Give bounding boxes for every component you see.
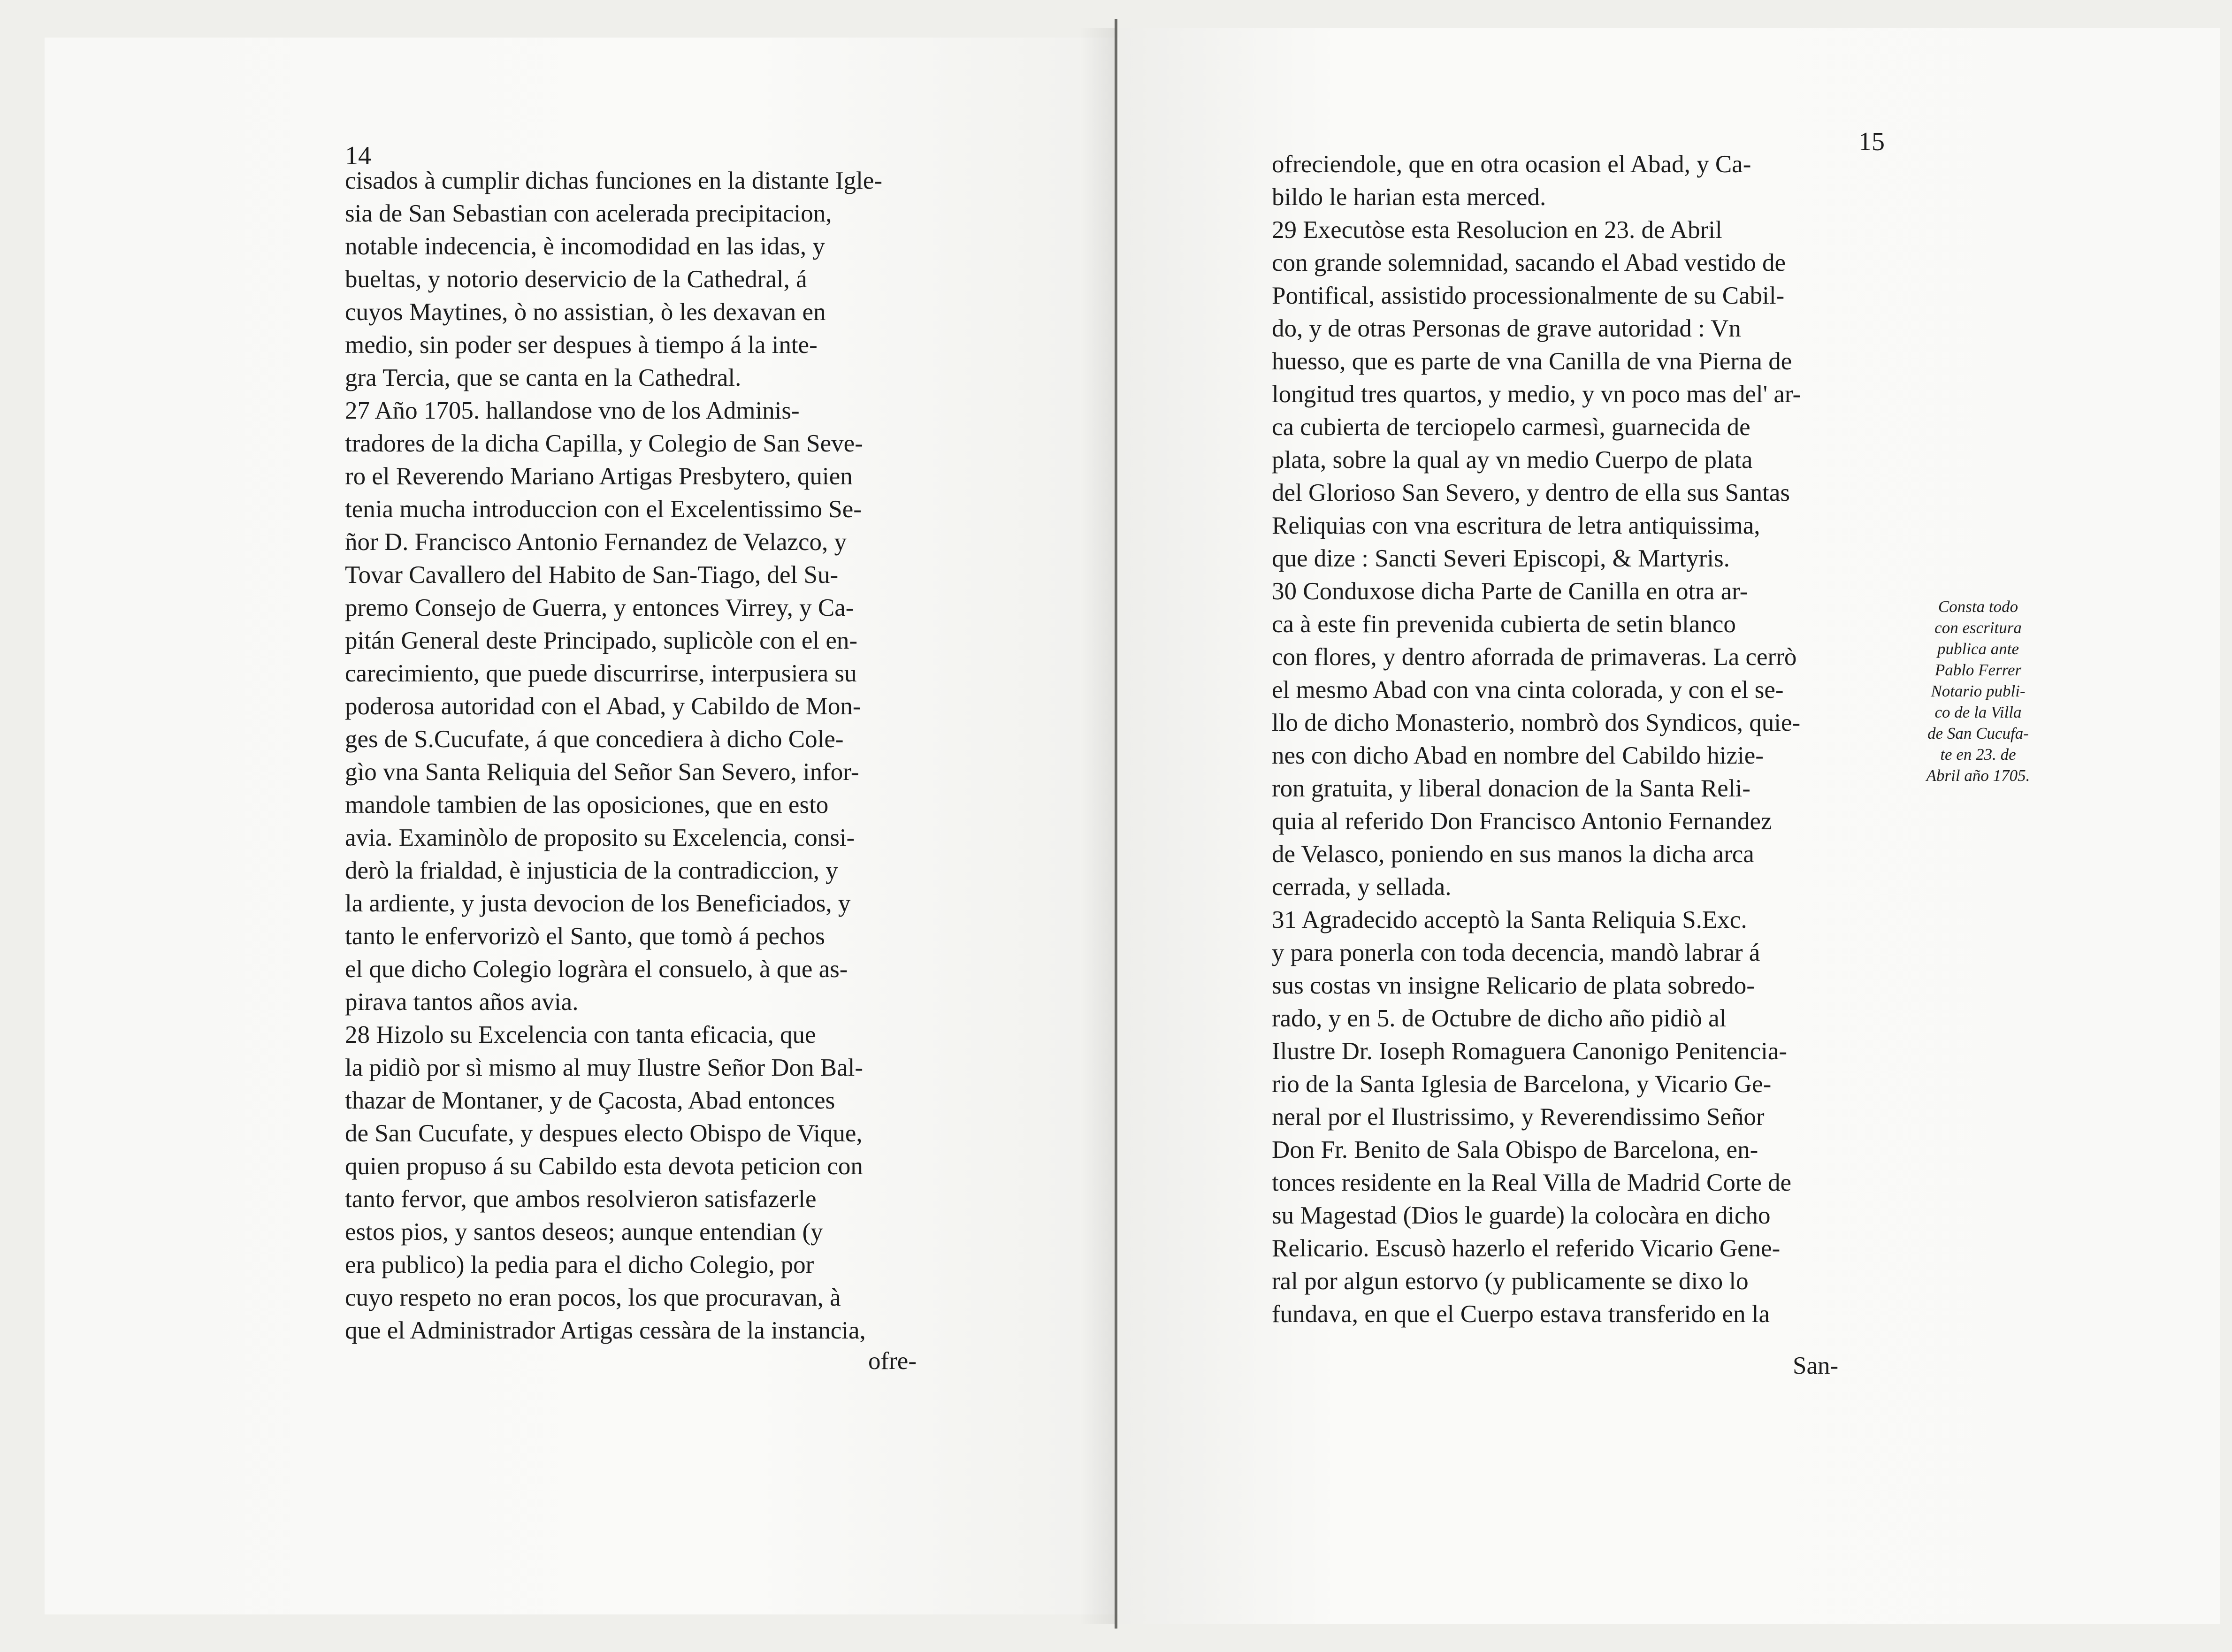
margin-note-line: Notario publi- — [1931, 682, 2026, 700]
text-line: que dize : Sancti Severi Episcopi, & Martyris. — [1272, 545, 1730, 572]
text-line: de Velasco, poniendo en sus manos la dicha arca — [1272, 841, 1754, 868]
text-line: ñor D. Francisco Antonio Fernandez de Velazco, y — [345, 528, 847, 556]
text-line: tonces residente en la Real Villa de Madrid Corte de — [1272, 1169, 1791, 1196]
text-line: 28 Hizolo su Excelencia con tanta eficacia, que — [345, 1021, 816, 1048]
text-line: ro el Reverendo Mariano Artigas Presbytero, quien — [345, 463, 853, 490]
text-line: avia. Examinòlo de proposito su Excelencia, consi- — [345, 824, 855, 851]
text-line: 27 Año 1705. hallandose vno de los Adminis- — [345, 397, 800, 424]
left-page-text — [345, 164, 953, 1347]
margin-note-line: publica ante — [1937, 640, 2019, 658]
text-line: la pidiò por sì mismo al muy Ilustre Señor Don Bal- — [345, 1054, 864, 1081]
text-line: ges de S.Cucufate, á que concediera à dicho Cole- — [345, 726, 844, 753]
text-line: Pontifical, assistido processionalmente de su Cabil- — [1272, 282, 1785, 309]
text-line: ca cubierta de terciopelo carmesì, guarnecida de — [1272, 413, 1750, 441]
text-line: cuyo respeto no eran pocos, los que procuravan, à — [345, 1284, 841, 1311]
margin-note-line: co de la Villa — [1934, 703, 2022, 721]
text-line: notable indecencia, è incomodidad en las idas, y — [345, 233, 825, 260]
text-line: del Glorioso San Severo, y dentro de ella sus Santas — [1272, 479, 1790, 506]
text-line: que el Administrador Artigas cessàra de la instancia, — [345, 1317, 866, 1344]
right-catchword: San- — [1793, 1352, 1839, 1379]
margin-note-line: con escritura — [1934, 619, 2022, 637]
text-line: medio, sin poder ser despues à tiempo á la inte- — [345, 331, 818, 359]
text-line: quien propuso á su Cabildo esta devota peticion con — [345, 1153, 863, 1180]
text-line: poderosa autoridad con el Abad, y Cabildo de Mon- — [345, 693, 861, 720]
text-line: Don Fr. Benito de Sala Obispo de Barcelona, en- — [1272, 1136, 1758, 1163]
book-gutter — [1115, 19, 1117, 1629]
text-line: estos pios, y santos deseos; aunque entendian (y — [345, 1218, 823, 1246]
text-line: rado, y en 5. de Octubre de dicho año pidiò al — [1272, 1005, 1727, 1032]
text-line: nes con dicho Abad en nombre del Cabildo hizie- — [1272, 742, 1764, 769]
margin-note-line: Pablo Ferrer — [1934, 661, 2022, 679]
text-line: 29 Executòse esta Resolucion en 23. de Abril — [1272, 216, 1722, 244]
text-line: do, y de otras Personas de grave autoridad : Vn — [1272, 315, 1741, 342]
text-line: Ilustre Dr. Ioseph Romaguera Canonigo Penitencia- — [1272, 1038, 1787, 1065]
text-line: thazar de Montaner, y de Çacosta, Abad entonces — [345, 1087, 835, 1114]
text-line: su Magestad (Dios le guarde) la colocàra en dicho — [1272, 1202, 1771, 1229]
text-line: sia de San Sebastian con acelerada precipitacion, — [345, 200, 832, 227]
text-line: neral por el Ilustrissimo, y Reverendissimo Señor — [1272, 1103, 1765, 1131]
text-line: longitud tres quartos, y medio, y vn poco mas del' ar- — [1272, 381, 1801, 408]
text-line: tanto fervor, que ambos resolvieron satisfazerle — [345, 1185, 817, 1213]
text-line: mandole tambien de las oposiciones, que en esto — [345, 791, 829, 818]
margin-note-line: Consta todo — [1938, 597, 2018, 616]
text-line: el mesmo Abad con vna cinta colorada, y con el se- — [1272, 676, 1784, 704]
right-page-text — [1272, 148, 1882, 1331]
text-line: premo Consejo de Guerra, y entonces Virrey, y Ca- — [345, 594, 854, 621]
text-line: fundava, en que el Cuerpo estava transferido en la — [1272, 1300, 1770, 1328]
text-line: ral por algun estorvo (y publicamente se dixo lo — [1272, 1268, 1749, 1295]
right-page-number: 15 — [1858, 127, 1885, 156]
text-line: sus costas vn insigne Relicario de plata sobredo- — [1272, 972, 1755, 999]
text-line: plata, sobre la qual ay vn medio Cuerpo de plata — [1272, 446, 1753, 474]
margin-note — [1901, 596, 2056, 786]
text-line: ca à este fin prevenida cubierta de setin blanco — [1272, 611, 1736, 638]
text-line: y para ponerla con toda decencia, mandò labrar á — [1272, 939, 1760, 966]
text-line: pirava tantos años avia. — [345, 988, 579, 1016]
text-line: con flores, y dentro aforrada de primaveras. La cerrò — [1272, 643, 1797, 671]
text-line: de San Cucufate, y despues electo Obispo de Vique, — [345, 1120, 863, 1147]
text-line: quia al referido Don Francisco Antonio Fernandez — [1272, 808, 1772, 835]
text-line: la ardiente, y justa devocion de los Beneficiados, y — [345, 890, 851, 917]
text-line: gìo vna Santa Reliquia del Señor San Severo, infor- — [345, 758, 859, 786]
left-page-number: 14 — [345, 141, 371, 170]
text-line: derò la frialdad, è injusticia de la contradiccion, y — [345, 857, 838, 884]
text-line: bildo le harian esta merced. — [1272, 184, 1546, 211]
gutter-shadow — [1079, 28, 1117, 1624]
text-line: pitán General deste Principado, suplicòle con el en- — [345, 627, 858, 654]
text-line: bueltas, y notorio deservicio de la Cathedral, á — [345, 266, 807, 293]
left-catchword: ofre- — [868, 1347, 917, 1375]
text-line: ofreciendole, que en otra ocasion el Abad, y Ca- — [1272, 151, 1751, 178]
margin-note-line: Abril año 1705. — [1926, 766, 2030, 785]
text-line: Tovar Cavallero del Habito de San-Tiago, del Su- — [345, 561, 839, 589]
text-line: cisados à cumplir dichas funciones en la distante Igle- — [345, 167, 883, 194]
text-line: Relicario. Escusò hazerlo el referido Vicario Gene- — [1272, 1235, 1781, 1262]
text-line: tenia mucha introduccion con el Excelentissimo Se- — [345, 496, 862, 523]
text-line: 30 Conduxose dicha Parte de Canilla en otra ar- — [1272, 578, 1748, 605]
text-line: tanto le enfervorizò el Santo, que tomò á pechos — [345, 923, 825, 950]
text-line: el que dicho Colegio logràra el consuelo, à que as- — [345, 956, 848, 983]
text-line: carecimiento, que puede discurrirse, interpusiera su — [345, 660, 857, 687]
text-line: 31 Agradecido acceptò la Santa Reliquia S.Exc. — [1272, 906, 1747, 933]
text-line: gra Tercia, que se canta en la Cathedral. — [345, 364, 741, 391]
margin-note-line: te en 23. de — [1940, 745, 2016, 764]
text-line: ron gratuita, y liberal donacion de la Santa Reli- — [1272, 775, 1750, 802]
text-line: cerrada, y sellada. — [1272, 873, 1452, 901]
text-line: huesso, que es parte de vna Canilla de vna Pierna de — [1272, 348, 1792, 375]
text-line: rio de la Santa Iglesia de Barcelona, y Vicario Ge- — [1272, 1071, 1772, 1098]
text-line: cuyos Maytines, ò no assistian, ò les dexavan en — [345, 298, 826, 326]
text-line: con grande solemnidad, sacando el Abad vestido de — [1272, 249, 1786, 276]
text-line: llo de dicho Monasterio, nombrò dos Syndicos, quie- — [1272, 709, 1801, 736]
margin-note-line: de San Cucufa- — [1927, 724, 2029, 742]
text-line: tradores de la dicha Capilla, y Colegio de San Seve- — [345, 430, 863, 457]
text-line: era publico) la pedia para el dicho Colegio, por — [345, 1251, 814, 1278]
text-line: Reliquias con vna escritura de letra antiquissima, — [1272, 512, 1760, 539]
